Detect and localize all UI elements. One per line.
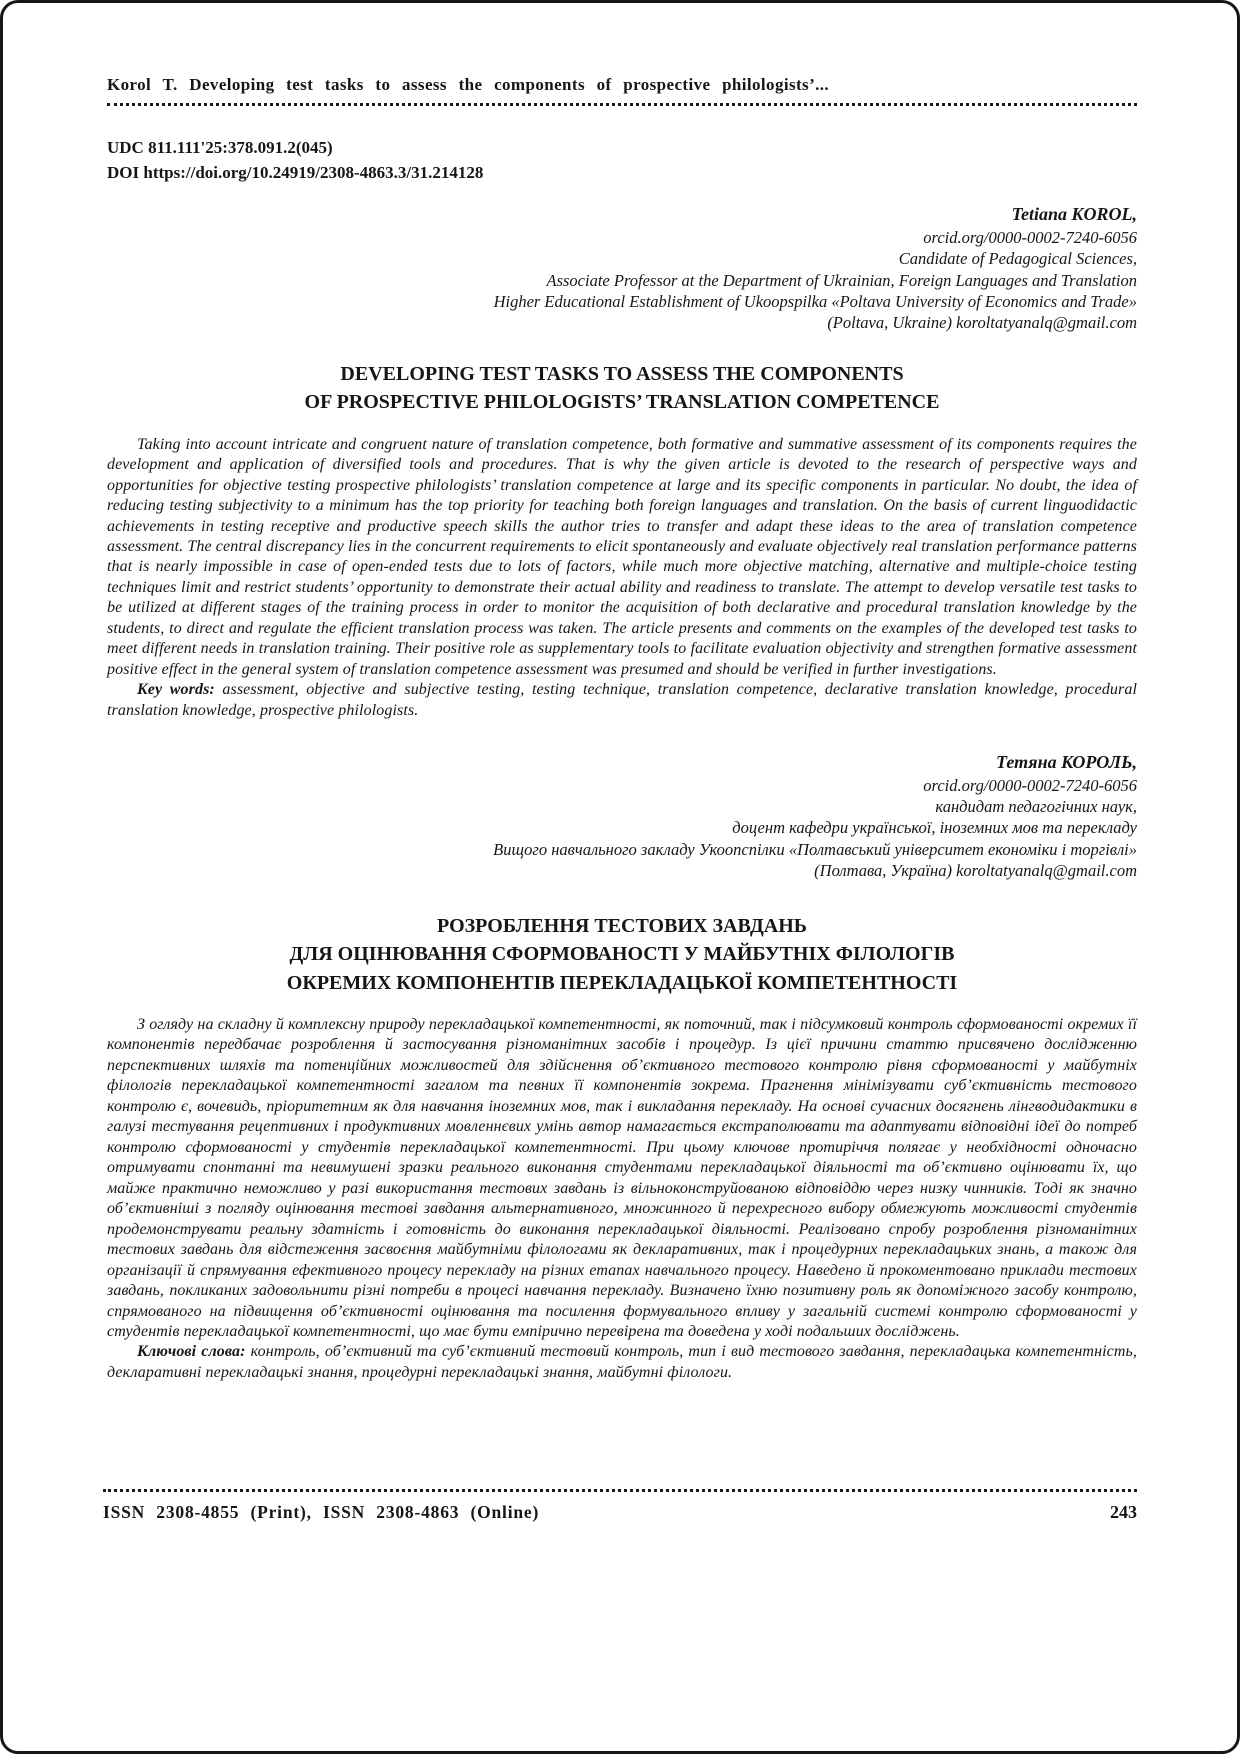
article-title-uk bbox=[107, 912, 1137, 997]
author-name-en: Tetiana KOROL, bbox=[1011, 204, 1137, 225]
author-name-uk: Тетяна КОРОЛЬ, bbox=[995, 752, 1137, 773]
keywords-text-uk: контроль, об’єктивний та суб’єктивний тестовий контроль, тип і вид тестового завдання, перекладацька компетентність, декларативні перекладацькі знання, процедурні перекладацькі знання, майбутні філологи. bbox=[107, 1343, 1137, 1381]
keywords-uk bbox=[107, 1342, 1137, 1383]
author-orcid-en: orcid.org/0000-0002-7240-6056 bbox=[923, 227, 1137, 247]
footer-row bbox=[103, 1502, 1137, 1523]
author-position-en: Associate Professor at the Department of Ukrainian, Foreign Languages and Translation bbox=[546, 270, 1137, 290]
title-line-en-2: OF PROSPECTIVE PHILOLOGISTS’ TRANSLATION COMPETENCE bbox=[304, 391, 940, 414]
keywords-label-en: Key words: bbox=[137, 681, 215, 699]
author-position-uk: доцент кафедри української, іноземних мов та перекладу bbox=[732, 818, 1137, 838]
title-line-en-1: DEVELOPING TEST TASKS TO ASSESS THE COMPONENTS bbox=[340, 362, 904, 385]
keywords-label-uk: Ключові слова: bbox=[137, 1343, 246, 1361]
author-contact-uk: (Полтава, Україна) koroltatyanalq@gmail.com bbox=[814, 861, 1137, 881]
page-footer bbox=[103, 1489, 1137, 1523]
author-affiliation-en: Higher Educational Establishment of Ukoopspilka «Poltava University of Economics and Trade» bbox=[493, 291, 1137, 311]
running-head: Korol T. Developing test tasks to assess the components of prospective philologists’... bbox=[107, 75, 830, 94]
page-content bbox=[3, 3, 1237, 1383]
author-degree-uk: кандидат педагогічних наук, bbox=[935, 797, 1137, 817]
keywords-text-en: assessment, objective and subjective testing, testing technique, translation competence, declarative translation knowledge, procedural translation knowledge, prospective philologists. bbox=[107, 681, 1138, 719]
keywords-en bbox=[107, 680, 1137, 721]
udc-line: UDC 811.111'25:378.091.2(045) bbox=[107, 138, 333, 157]
title-line-uk-1: РОЗРОБЛЕННЯ ТЕСТОВИХ ЗАВДАНЬ bbox=[436, 914, 808, 937]
abstract-uk bbox=[107, 1015, 1137, 1343]
abstract-text-en: Taking into account intricate and congruent nature of translation competence, both formative and summative assessment of its components requires the development and application of diversified tools and procedures. That is why the given article is devoted to the research of perspective ways and opportunities for objective testing prospective philologists’ translation competence at large and its specific components in particular. No doubt, the idea of reducing testing subjectivity to a minimum has the top priority for teaching both foreign languages and translation. On the basis of current linguodidactic achievements in testing receptive and productive speech skills the author tries to transfer and adapt these ideas to the area of translation competence assessment. The central discrepancy lies in the concurrent requirements to elicit spontaneously and evaluate objectively real translation performance patterns that is nearly impossible in case of open-ended tests due to lots of factors, while much more objective matching, alternative and multiple-choice testing techniques limit and restrict students’ opportunity to demonstrate their actual ability and readiness to translate. The attempt to develop versatile test tasks to be utilized at different stages of the training process in order to monitor the acquisition of both declarative and procedural translation knowledge by the students, to direct and regulate the efficient translation process was taken. The article presents and comments on the examples of the developed test tasks to meet different needs in translation training. Their positive role as supplementary tools to facilitate evaluation objectivity and strengthen formative assessment positive effect in the general system of translation competence assessment was presumed and should be verified in further investigations. bbox=[107, 435, 1137, 678]
page-number: 243 bbox=[1110, 1502, 1137, 1522]
footer-rule bbox=[103, 1489, 1137, 1492]
header-rule bbox=[107, 103, 1137, 106]
author-block-uk bbox=[107, 751, 1137, 882]
abstract-text-uk: З огляду на складну й комплексну природу перекладацької компетентності, як поточний, так і підсумковий контроль сформованості окремих її компонентів передбачає розроблення й застосування різноманітних засобів і процедур. Із цієї причини статтю присвячено дослідженню перспективних шляхів та потенційних можливостей для здійснення об’єктивного тестового контролю рівня сформованості у майбутніх філологів перекладацької компетентності загалом та певних її компонентів зокрема. Прагнення мінімізувати суб’єктивність тестового контролю є, вочевидь, пріоритетним як для навчання іноземних мов, так і викладання перекладу. На основі сучасних досягнень лінгводидактики в галузі тестування рецептивних і продуктивних мовленнєвих умінь автор намагається екстраполювати та адаптувати відповідні ідеї до потреб контролю сформованості у студентів перекладацької компетентності. При цьому ключове протиріччя полягає у необхідності одночасно отримувати спонтанні та невимушені зразки реального виконання студентами перекладацької діяльності та об’єктивно оцінювати їх, що майже практично неможливо у разі використання тестових завдань із вільноконструйованою відповіддю через низку чинників. Тоді як значно об’єктивніші з погляду оцінювання тестові завдання альтернативного, множинного й перехресного вибору обмежують можливості студентів продемонструвати реальну здатність і готовність до виконання перекладацької діяльності. Реалізовано спробу розроблення різноманітних тестових завдань для відстеження засвоєння майбутніми філологами як декларативних, так і процедурних перекладацьких знань, а також для організації й спрямування ефективного процесу перекладу на різних етапах навчального процесу. Наведено й прокоментовано приклади тестових завдань, покликаних задовольнити різні потреби в процесі навчання перекладу. Визначено їхню позитивну роль як допоміжного засобу контролю, спрямованого на підвищення об’єктивності оцінювання та посилення формувального впливу у загальній системі контролю сформованості у студентів перекладацької компетентності, що має бути емпірично перевірена та доведена у ході подальших досліджень. bbox=[107, 1015, 1137, 1340]
title-line-uk-2: ДЛЯ ОЦІНЮВАННЯ СФОРМОВАНОСТІ У МАЙБУТНІХ ФІЛОЛОГІВ bbox=[289, 943, 955, 966]
abstract-en bbox=[107, 435, 1137, 681]
doi-line: DOI https://doi.org/10.24919/2308-4863.3/31.214128 bbox=[107, 162, 484, 182]
author-contact-en: (Poltava, Ukraine) koroltatyanalq@gmail.com bbox=[827, 313, 1137, 333]
meta-block bbox=[107, 136, 1137, 185]
article-title-en bbox=[107, 360, 1137, 417]
author-orcid-uk: orcid.org/0000-0002-7240-6056 bbox=[923, 775, 1137, 795]
author-degree-en: Candidate of Pedagogical Sciences, bbox=[898, 249, 1137, 269]
title-line-uk-3: ОКРЕМИХ КОМПОНЕНТІВ ПЕРЕКЛАДАЦЬКОЇ КОМПЕТЕНТНОСТІ bbox=[286, 971, 958, 994]
issn-line: ISSN 2308-4855 (Print), ISSN 2308-4863 (Online) bbox=[103, 1502, 540, 1522]
author-block-en bbox=[107, 203, 1137, 334]
author-affiliation-uk: Вищого навчального закладу Укоопспілки «Полтавський університет економіки і торгівлі» bbox=[493, 839, 1137, 859]
